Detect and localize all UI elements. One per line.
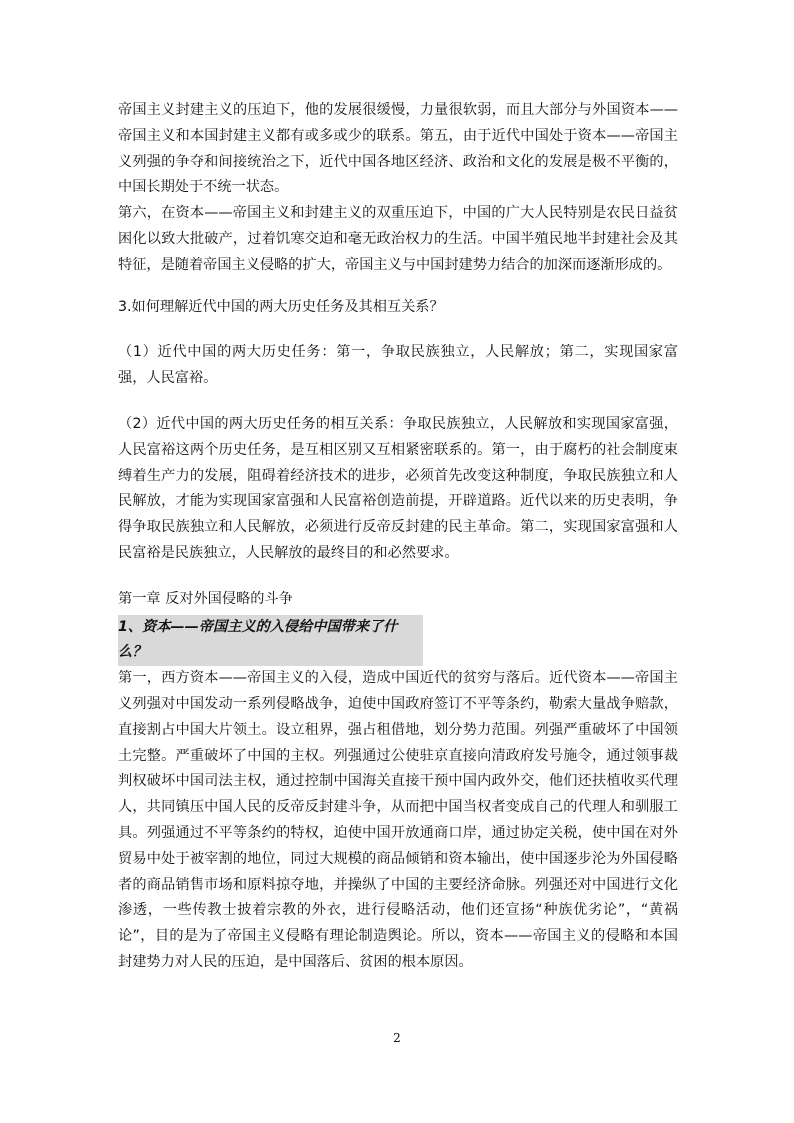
answer-3-part-1: （1）近代中国的两大历史任务：第一，争取民族独立，人民解放；第二，实现国家富强，人民富裕。 bbox=[118, 344, 678, 387]
paragraph-continued: 帝国主义封建主义的压迫下，他的发展很缓慢，力量很软弱，而且大部分与外国资本——帝国主义和本国封建主义都有或多或少的联系。第五，由于近代中国处于资本——帝国主义列强的争夺和间接统治之下，近代中国各地区经济、政治和文化的发展是极不平衡的，中国长期处于不统一状态。 bbox=[118, 102, 678, 196]
chapter-title: 第一章 反对外国侵略的斗争 bbox=[118, 590, 293, 607]
answer-3-part-2: （2）近代中国的两大历史任务的相互关系：争取民族独立，人民解放和实现国家富强，人民富裕这两个历史任务，是互相区别又互相紧密联系的。第一，由于腐朽的社会制度束缚着生产力的发展，阻碍着经济技术的进步，必须首先改变这种制度，争取民族独立和人民解放，才能为实现国家富强和人民富裕创造前提，开辟道路。近代以来的历史表明，争得争取民族独立和人民解放，必须进行反帝反封建的民主革命。第二，实现国家富强和人民富裕是民族独立，人民解放的最终目的和必然要求。 bbox=[118, 415, 678, 561]
answer-1: 第一，西方资本——帝国主义的入侵，造成中国近代的贫穷与落后。近代资本——帝国主义列强对中国发动一系列侵略战争，迫使中国政府签订不平等条约，勒索大量战争赔款，直接割占中国大片领土。设立租界，强占租借地，划分势力范围。列强严重破坏了中国领土完整。严重破坏了中国的主权。列强通过公使驻京直接向清政府发号施令，通过领事裁判权破坏中国司法主权，通过控制中国海关直接干预中国内政外交，他们还扶植收买代理人，共同镇压中国人民的反帝反封建斗争，从而把中国当权者变成自己的代理人和驯服工具。列强通过不平等条约的特权，迫使中国开放通商口岸，通过协定关税，使中国在对外贸易中处于被宰割的地位，同过大规模的商品倾销和资本输出，使中国逐步沦为外国侵略者的商品销售市场和原料掠夺地，并操纵了中国的主要经济命脉。列强还对中国进行文化渗透，一些传教士披着宗教的外衣，进行侵略活动，他们还宣扬“种族优劣论”，“黄祸论”，目的是为了帝国主义侵略有理论制造舆论。所以，资本——帝国主义的侵略和本国封建势力对人民的压迫，是中国落后、贫困的根本原因。 bbox=[118, 670, 678, 970]
question-1-heading: 1、资本——帝国主义的入侵给中国带来了什么？ bbox=[118, 615, 423, 667]
question-3: 3.如何理解近代中国的两大历史任务及其相互关系？ bbox=[118, 298, 444, 315]
page-number: 2 bbox=[393, 1031, 401, 1045]
paragraph-sixth-point: 第六，在资本——帝国主义和封建主义的双重压迫下，中国的广大人民特别是农民日益贫困化以致大批破产，过着饥寒交迫和毫无政治权力的生活。中国半殖民地半封建社会及其特征，是随着帝国主义侵略的扩大，帝国主义与中国封建势力结合的加深而逐渐形成的。 bbox=[118, 205, 678, 273]
page-content bbox=[118, 98, 678, 976]
